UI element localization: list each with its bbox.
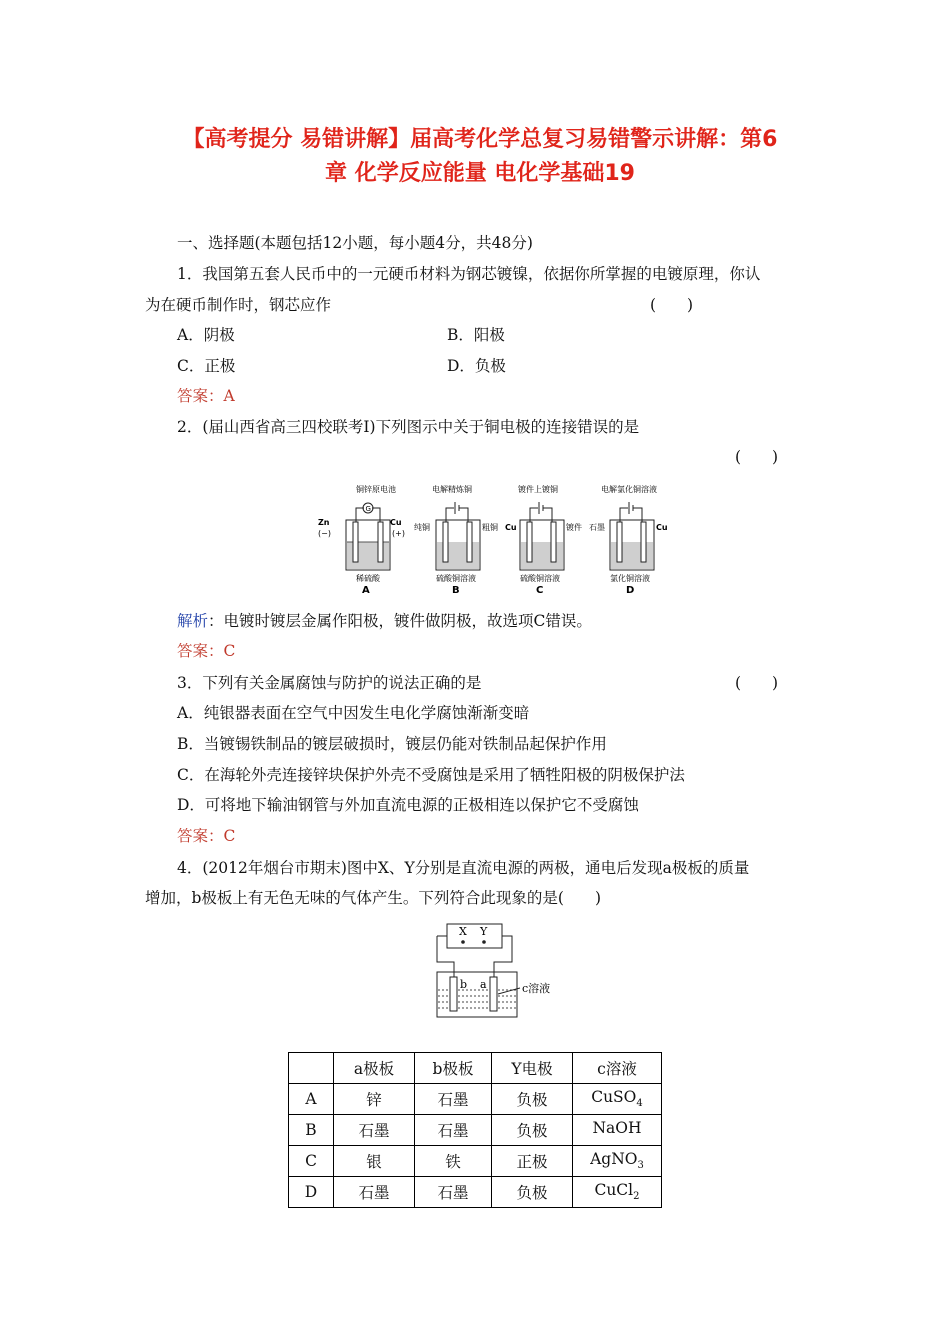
q4-a-label: a bbox=[480, 978, 487, 991]
cell-c-top-label: 镀件上镀铜 bbox=[518, 485, 558, 494]
cell-c-bottom-label: 硫酸铜溶液 bbox=[520, 574, 560, 583]
q4-x-label: X bbox=[459, 925, 467, 938]
a-cell: 锌 bbox=[334, 1084, 415, 1115]
header-cell: a极板 bbox=[334, 1053, 415, 1084]
c-cell: CuSO$_4$ bbox=[573, 1084, 662, 1115]
cell-a-bottom-label: 稀硫酸 bbox=[356, 574, 380, 583]
cell-d-bottom-label: 氯化铜溶液 bbox=[610, 574, 650, 583]
svg-text:Cu: Cu bbox=[390, 518, 402, 527]
option-cell: A bbox=[289, 1084, 334, 1115]
svg-text:(+): (+) bbox=[392, 529, 405, 538]
table-row bbox=[289, 1146, 662, 1177]
q1-option-b: B．阳极 bbox=[447, 326, 505, 344]
cell-c bbox=[505, 484, 582, 596]
document-title bbox=[150, 123, 810, 191]
option-cell: B bbox=[289, 1115, 334, 1146]
y-cell: 负极 bbox=[492, 1177, 573, 1208]
cell-b-left-label: 纯铜 bbox=[414, 523, 430, 532]
q3-option-d: D．可将地下输油钢管与外加直流电源的正极相连以保护它不受腐蚀 bbox=[177, 796, 639, 814]
q2-analysis bbox=[177, 610, 592, 632]
b-cell: 石墨 bbox=[415, 1084, 492, 1115]
q4-line-2: 增加，b极板上有无色无味的气体产生。下列符合此现象的是( ) bbox=[145, 889, 602, 907]
q3-answer: 答案：C bbox=[177, 827, 236, 845]
svg-text:(−): (−) bbox=[318, 529, 331, 538]
cell-a bbox=[318, 484, 405, 596]
cell-a-letter: A bbox=[362, 585, 370, 596]
y-cell: 负极 bbox=[492, 1115, 573, 1146]
c-cell: AgNO$_3$ bbox=[573, 1146, 662, 1177]
header-cell bbox=[289, 1053, 334, 1084]
table-row bbox=[289, 1115, 662, 1146]
q2-electrochem-figure bbox=[316, 480, 676, 598]
b-cell: 石墨 bbox=[415, 1177, 492, 1208]
cell-d-letter: D bbox=[626, 585, 635, 596]
table-row bbox=[289, 1084, 662, 1115]
q4-line-1: 4．(2012年烟台市期末)图中X、Y分别是直流电源的两极，通电后发现a极板的质量 bbox=[177, 859, 750, 877]
header-cell: b极板 bbox=[415, 1053, 492, 1084]
q2-analysis-label: 解析 bbox=[177, 612, 209, 630]
title-line-2: 章 化学反应能量 电化学基础19 bbox=[325, 161, 635, 186]
q1-line-1: 1．我国第五套人民币中的一元硬币材料为钢芯镀镍，依据你所掌握的电镀原理，你认 bbox=[177, 265, 761, 283]
a-cell: 石墨 bbox=[334, 1115, 415, 1146]
c-cell: CuCl$_2$ bbox=[573, 1177, 662, 1208]
header-cell: c溶液 bbox=[573, 1053, 662, 1084]
q1-option-d: D．负极 bbox=[447, 357, 506, 375]
c-cell: NaOH bbox=[573, 1115, 662, 1146]
cell-b bbox=[414, 484, 498, 596]
b-cell: 铁 bbox=[415, 1146, 492, 1177]
cell-c-letter: C bbox=[536, 585, 544, 596]
q4-y-label: Y bbox=[480, 925, 488, 938]
cell-d-left-label: 石墨 bbox=[589, 523, 605, 532]
section-heading: 一、选择题(本题包括12小题，每小题4分，共48分) bbox=[177, 234, 533, 252]
cell-d bbox=[589, 484, 668, 596]
y-cell: 负极 bbox=[492, 1084, 573, 1115]
title-line-1: 【高考提分 易错讲解】届高考化学总复习易错警示讲解：第6 bbox=[182, 127, 778, 152]
cell-c-left-label: Cu bbox=[505, 523, 517, 532]
table-header-row bbox=[289, 1053, 662, 1084]
cell-a-g-label: G bbox=[365, 505, 371, 513]
cell-d-right-label: Cu bbox=[656, 523, 668, 532]
q3-paren: ( ) bbox=[735, 674, 779, 692]
q4-options-table bbox=[288, 1052, 662, 1208]
a-cell: 银 bbox=[334, 1146, 415, 1177]
cell-a-top-label: 铜锌原电池 bbox=[356, 485, 396, 494]
q3-option-a: A．纯银器表面在空气中因发生电化学腐蚀渐渐变暗 bbox=[177, 704, 530, 722]
cell-b-bottom-label: 硫酸铜溶液 bbox=[436, 574, 476, 583]
y-cell: 正极 bbox=[492, 1146, 573, 1177]
table-row bbox=[289, 1177, 662, 1208]
q1-option-a: A．阴极 bbox=[177, 326, 235, 344]
q4-b-label: b bbox=[460, 978, 468, 991]
a-cell: 石墨 bbox=[334, 1177, 415, 1208]
q1-answer: 答案：A bbox=[177, 387, 235, 405]
q1-line-2: 为在硬币制作时，钢芯应作 bbox=[145, 296, 332, 314]
q3-line-1: 3．下列有关金属腐蚀与防护的说法正确的是 bbox=[177, 674, 482, 692]
q2-line-1: 2．(届山西省高三四校联考Ⅰ)下列图示中关于铜电极的连接错误的是 bbox=[177, 418, 640, 436]
header-cell: Y电极 bbox=[492, 1053, 573, 1084]
cell-c-right-label: 镀件 bbox=[566, 523, 582, 532]
cell-b-right-label: 粗铜 bbox=[482, 523, 498, 532]
q4-solution-label: c溶液 bbox=[522, 982, 551, 995]
q2-answer: 答案：C bbox=[177, 642, 236, 660]
q3-option-b: B．当镀锡铁制品的镀层破损时，镀层仍能对铁制品起保护作用 bbox=[177, 735, 607, 753]
q4-circuit-figure bbox=[432, 922, 562, 1022]
q1-option-c: C．正极 bbox=[177, 357, 236, 375]
q1-paren: ( ) bbox=[650, 296, 694, 314]
option-cell: D bbox=[289, 1177, 334, 1208]
q2-analysis-text: ：电镀时镀层金属作阳极，镀件做阴极，故选项C错误。 bbox=[208, 612, 592, 630]
option-cell: C bbox=[289, 1146, 334, 1177]
q3-option-c: C．在海轮外壳连接锌块保护外壳不受腐蚀是采用了牺牲阳极的阴极保护法 bbox=[177, 766, 685, 784]
svg-text:Zn: Zn bbox=[318, 518, 330, 527]
cell-b-letter: B bbox=[452, 585, 460, 596]
cell-b-top-label: 电解精炼铜 bbox=[432, 485, 472, 494]
q2-paren: ( ) bbox=[735, 448, 779, 466]
b-cell: 石墨 bbox=[415, 1115, 492, 1146]
cell-d-top-label: 电解氯化铜溶液 bbox=[601, 485, 657, 494]
